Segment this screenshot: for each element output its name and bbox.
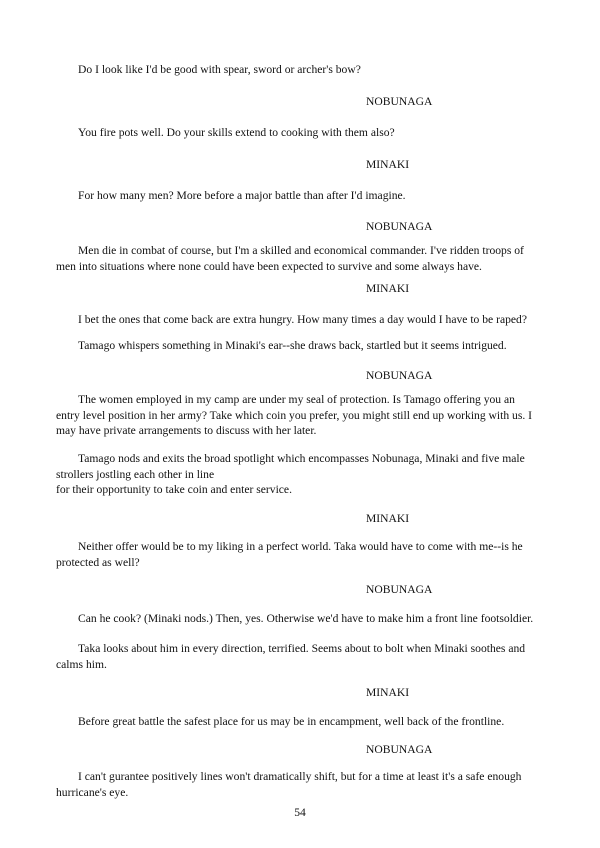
text-line-first: I can't gurantee positively lines won't dramatically shift, but for a time at least it's a safe enough — [78, 770, 522, 783]
dialogue-block — [78, 611, 533, 626]
page-number: 54 — [294, 806, 306, 819]
text-line: strollers jostling each other in line — [56, 468, 215, 481]
text-line: You fire pots well. Do your skills extend to cooking with them also? — [78, 126, 395, 139]
dialogue-block — [78, 125, 395, 140]
action-block — [78, 338, 507, 353]
dialogue-block — [78, 539, 523, 554]
dialogue-block-continuation — [56, 785, 128, 800]
action-block-continuation — [56, 657, 107, 672]
text-line: Can he cook? (Minaki nods.) Then, yes. Otherwise we'd have to make him a front line footsoldier. — [78, 612, 534, 625]
text-line: For how many men? More before a major battle than after I'd imagine. — [78, 189, 406, 202]
character-cue: NOBUNAGA — [366, 743, 433, 756]
text-line: protected as well? — [56, 556, 140, 569]
first-line-indent: Do I look like I'd be good with spear, sword or archer's bow? — [78, 63, 361, 76]
text-line-first: Taka looks about him in every direction, terrified. Seems about to bolt when Minaki soothes and — [78, 642, 526, 655]
text-line-first: Tamago nods and exits the broad spotlight which encompasses Nobunaga, Minaki and five male — [78, 452, 525, 465]
text-line: entry level position in her army? Take which coin you prefer, you might still end up working with us. I — [56, 409, 533, 422]
text-line: men into situations where none could have been expected to survive and some always have. — [56, 260, 482, 273]
character-cue: NOBUNAGA — [366, 369, 433, 382]
dialogue-block — [78, 769, 521, 784]
dialogue-block-continuation — [56, 259, 482, 274]
dialogue-block-continuation — [56, 408, 532, 438]
text-line-first: The women employed in my camp are under my seal of protection. Is Tamago offering you an — [78, 393, 515, 406]
text-line: I bet the ones that come back are extra hungry. How many times a day would I have to be raped? — [78, 313, 527, 326]
character-cue: NOBUNAGA — [366, 95, 433, 108]
dialogue-block — [78, 188, 406, 203]
text-line: hurricane's eye. — [56, 786, 129, 799]
dialogue-block — [78, 312, 527, 327]
character-cue: NOBUNAGA — [366, 220, 433, 233]
text-line: Before great battle the safest place for us may be in encampment, well back of the frontline. — [78, 715, 505, 728]
text-line: Tamago whispers something in Minaki's ear--she draws back, startled but it seems intrigued. — [78, 339, 507, 352]
text-line: calms him. — [56, 658, 107, 671]
dialogue-block-continuation — [56, 555, 140, 570]
text-line-first: Men die in combat of course, but I'm a skilled and economical commander. I've ridden troops of — [78, 244, 524, 257]
character-cue: NOBUNAGA — [366, 583, 433, 596]
text-line-first: Neither offer would be to my liking in a perfect world. Taka would have to come with me--is he — [78, 540, 523, 553]
character-cue: MINAKI — [366, 686, 410, 699]
character-cue: MINAKI — [366, 512, 410, 525]
text-line: for their opportunity to take coin and enter service. — [56, 483, 292, 496]
dialogue-block — [78, 62, 361, 77]
text-line: may have private arrangements to discuss with her later. — [56, 424, 317, 437]
action-block — [78, 641, 525, 656]
dialogue-block — [78, 392, 515, 407]
dialogue-block — [78, 714, 504, 729]
action-block — [78, 451, 525, 466]
action-block-continuation — [56, 467, 292, 497]
character-cue: MINAKI — [366, 158, 410, 171]
dialogue-block — [78, 243, 524, 258]
character-cue: MINAKI — [366, 282, 410, 295]
